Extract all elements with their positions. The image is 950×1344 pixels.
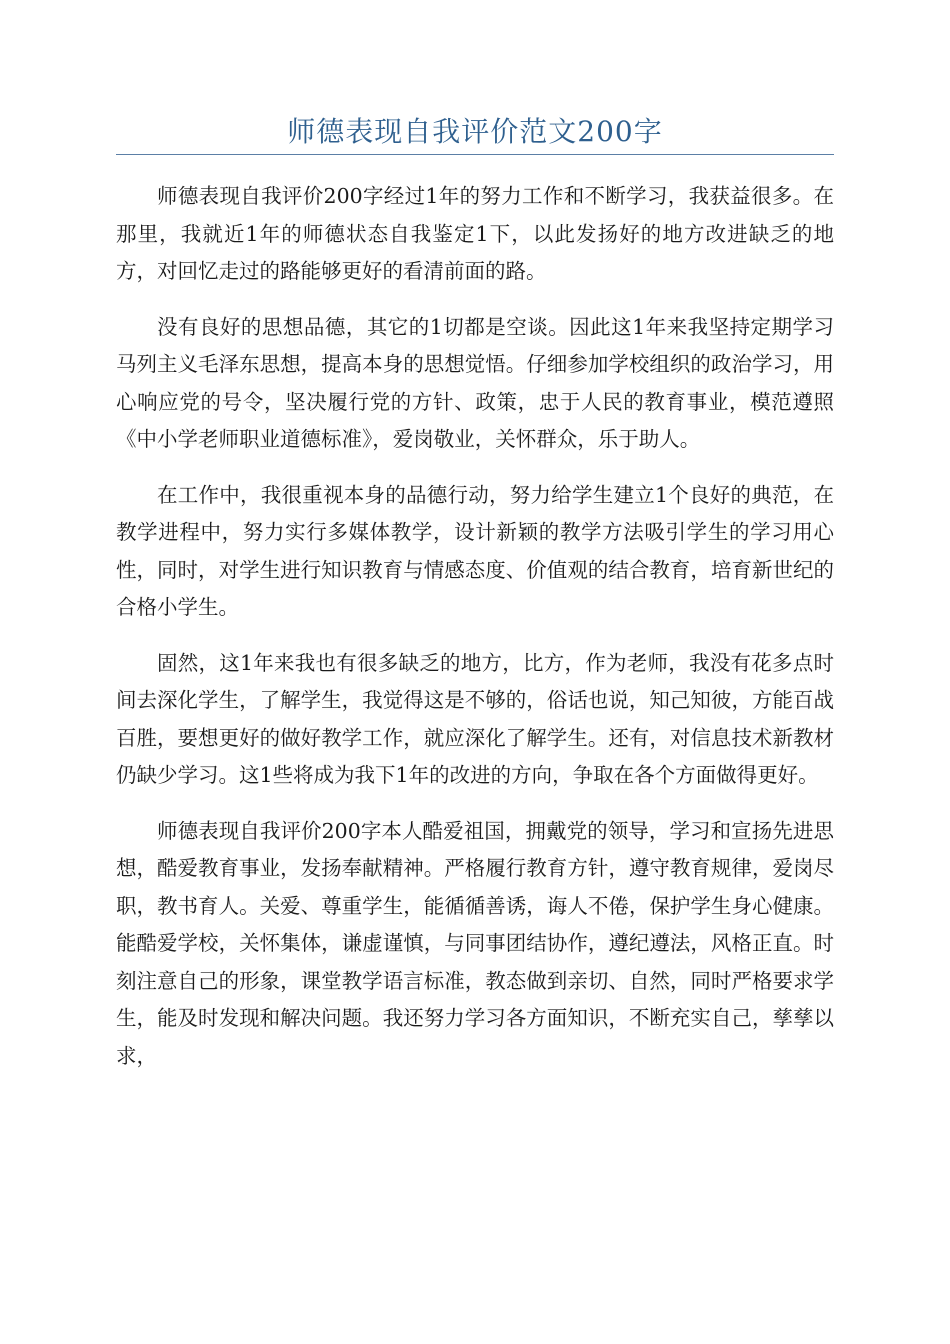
paragraph: 师德表现自我评价200字本人酷爱祖国，拥戴党的领导，学习和宣扬先进思想，酷爱教育事业，发扬奉献精神。严格履行教育方针，遵守教育规律，爱岗尽职，教书育人。关爱、尊重学生，能循循善诱，诲人不倦，保护学生身心健康。能酷爱学校，关怀集体，谦虚谨慎，与同事团结协作，遵纪遵法，风格正直。时刻注意自己的形象，课堂教学语言标准，教态做到亲切、自然，同时严格要求学生，能及时发现和解决问题。我还努力学习各方面知识，不断充实自己，孳孳以求， (116, 818, 834, 1068)
paragraph: 没有良好的思想品德，其它的1切都是空谈。因此这1年来我坚持定期学习马列主义毛泽东思想，提高本身的思想觉悟。仔细参加学校组织的政治学习，用心响应党的号令，坚决履行党的方针、政策，忠于人民的教育事业，模范遵照《中小学老师职业道德标准》，爱岗敬业，关怀群众，乐于助人。 (116, 314, 834, 451)
paragraph: 在工作中，我很重视本身的品德行动，努力给学生建立1个良好的典范，在教学进程中，努力实行多媒体教学，设计新颖的教学方法吸引学生的学习用心性，同时，对学生进行知识教育与情感态度、价值观的结合教育，培育新世纪的合格小学生。 (116, 482, 834, 619)
paragraph: 固然，这1年来我也有很多缺乏的地方，比方，作为老师，我没有花多点时间去深化学生，了解学生，我觉得这是不够的，俗话也说，知己知彼，方能百战百胜，要想更好的做好教学工作，就应深化了解学生。还有，对信息技术新教材仍缺少学习。这1些将成为我下1年的改进的方向，争取在各个方面做得更好。 (116, 650, 834, 787)
paragraph: 师德表现自我评价200字经过1年的努力工作和不断学习，我获益很多。在那里，我就近1年的师德状态自我鉴定1下，以此发扬好的地方改进缺乏的地方，对回忆走过的路能够更好的看清前面的路。 (116, 184, 834, 283)
document-title: 师德表现自我评价范文200字 (287, 115, 663, 148)
document-body (116, 178, 834, 1093)
title-underline (116, 154, 834, 155)
